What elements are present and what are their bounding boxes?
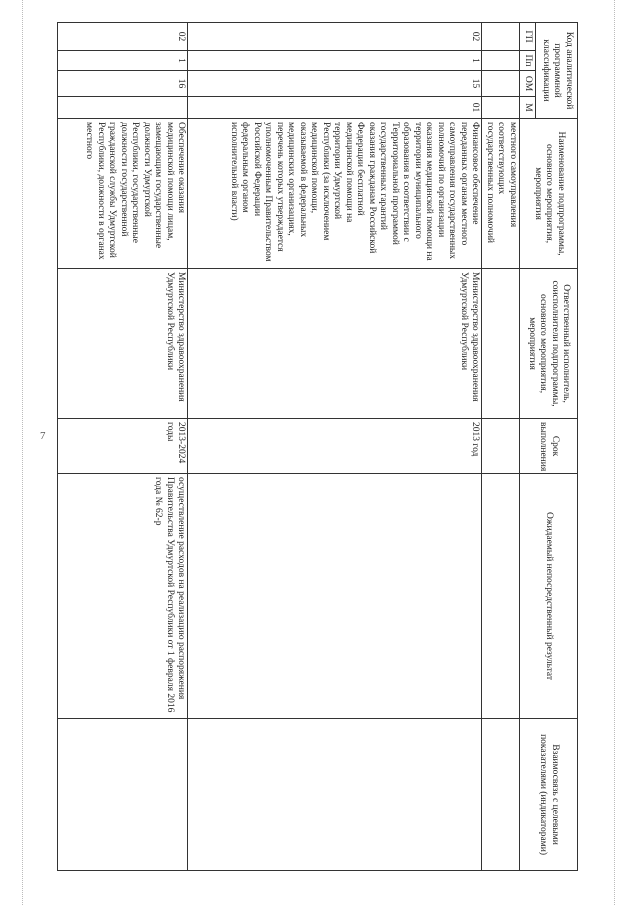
header-name: Наименование подпрограммы, основного мероприятия, мероприятия xyxy=(520,119,578,269)
cell-om xyxy=(482,71,520,97)
cell-pp: 1 xyxy=(58,51,188,71)
cell-link xyxy=(188,719,482,871)
landscape-sheet xyxy=(42,22,578,870)
header-term: Срок выполнения xyxy=(520,419,578,474)
header-code-group: Код аналитической программной классификации xyxy=(536,23,578,119)
cell-m xyxy=(58,97,188,119)
cell-gp xyxy=(482,23,520,51)
cell-om: 16 xyxy=(58,71,188,97)
header-om: ОМ xyxy=(520,71,536,97)
cell-pp xyxy=(482,51,520,71)
cell-term: 2013 год xyxy=(188,419,482,474)
cell-name: местного самоуправления соответствующих государственных полномочий xyxy=(482,119,520,269)
cell-gp: 02 xyxy=(58,23,188,51)
cell-m xyxy=(482,97,520,119)
table-row xyxy=(58,23,188,871)
activities-table xyxy=(58,22,579,871)
punch-hole-margin-line xyxy=(22,0,24,905)
cell-pp: 1 xyxy=(188,51,482,71)
header-pp: Пп xyxy=(520,51,536,71)
cell-gp: 02 xyxy=(188,23,482,51)
table-row xyxy=(482,23,520,871)
table-row xyxy=(188,23,482,871)
header-m: М xyxy=(520,97,536,119)
cell-executor xyxy=(482,269,520,419)
cell-link xyxy=(58,719,188,871)
cell-term: 2013-2024 годы xyxy=(58,419,188,474)
header-link: Взаимосвязь с целевыми показателями (индикаторами) xyxy=(520,719,578,871)
header-executor: Ответственный исполнитель, соисполнители подпрограммы, основного мероприятия, мероприятия xyxy=(520,269,578,419)
cell-term xyxy=(482,419,520,474)
header-gp: ГП xyxy=(520,23,536,51)
cell-om: 15 xyxy=(188,71,482,97)
header-result: Ожидаемый непосредственный результат xyxy=(520,474,578,719)
cell-executor: Министерство здравоохранения Удмуртской Республики xyxy=(188,269,482,419)
cell-result xyxy=(188,474,482,719)
cell-result: осуществление расходов на реализацию распоряжения Правительства Удмуртской Республики от 1 февраля 2016 года № 62-р xyxy=(58,474,188,719)
cell-link xyxy=(482,719,520,871)
cell-name: Финансовое обеспечение переданных органам местного самоуправления государственных полномочий по организации оказания медицинской помощи на территории муниципального образования в соответствии с Территориальной программой государственных гарантий оказания гражданам Российской Федерации бесплатной медицинской помощи на территории Удмуртской Республики (за исключением медицинской помощи, оказываемой в федеральных медицинских организациях, перечень которых утверждается уполномоченным Правительством Российской Федерации федеральным органом исполнительной власти) xyxy=(188,119,482,269)
page-number: 7 xyxy=(40,430,46,442)
scan-edge-line xyxy=(614,0,616,905)
cell-name: Обеспечение оказания медицинской помощи лицам, замещающим государственные должности Удмуртской Республики, государственные должности государственной гражданской службы Удмуртской Республики, должности в органах местного xyxy=(58,119,188,269)
cell-result xyxy=(482,474,520,719)
cell-executor: Министерство здравоохранения Удмуртской Республики xyxy=(58,269,188,419)
cell-m: 01 xyxy=(188,97,482,119)
